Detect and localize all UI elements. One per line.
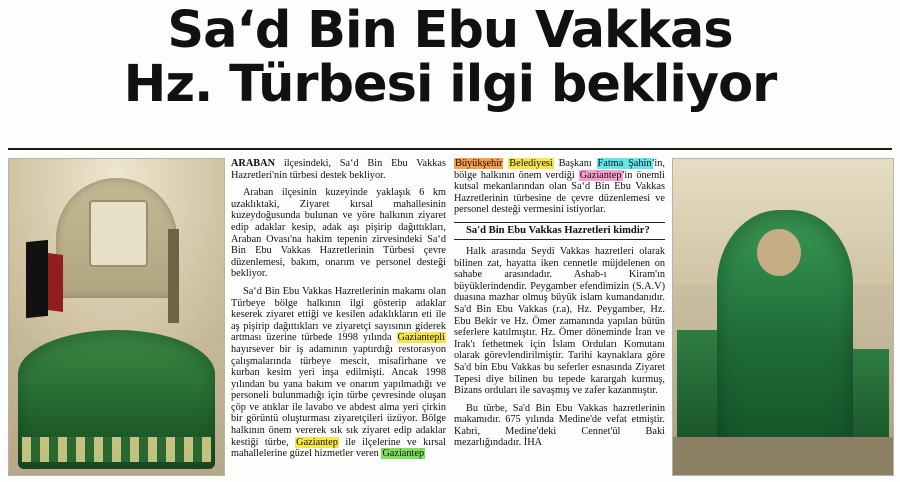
page-title [0,1,900,114]
highlight-gaziantep-3: Gaziantep [579,169,622,181]
article-paragraph [231,286,446,460]
visitor-green-scarf-photo [672,158,894,476]
photo-black-flag [26,240,48,318]
photo-visitor-face [757,229,801,276]
photo-floor-region [673,437,893,475]
highlight-gaziantep-2: Gaziantep [382,448,425,460]
article-paragraph [454,158,665,216]
article-text: hayırsever bir iş adamının yaptırdığı restorasyon çalışmalarında türbeye mescit, misafirhane ve kurban kesim yeri inşa edilmişti. Ancak 1998 yılından bu yana bakım ve onarım yapılmadığı ve personeli bulunmadığı için türbe çevresinde oluşan çöp ve atıklar ile lavabo ve abdest alma yeri çirkin bir görüntü oluşturması ziyaretçileri üzüyor. Bölge halkının önem vererek sık sık ziyaret edip adaklar kestiği türbe, [231,343,446,448]
headline-line-1: Sa‘d Bin Ebu Vakkas [167,1,733,60]
article-text: ile ilçelerine ve kırsal mahallelerine güzel hizmetler veren [231,436,446,460]
article-text: ilçesindeki, Sa‘d Bin Ebu Vakkas Hazretleri'nin türbesi destek bekliyor. [231,158,446,181]
tomb-interior-photo [8,158,225,476]
article-text: Başkanı [553,158,597,169]
headline-line-2: Hz. Türbesi ilgi bekliyor [123,54,777,114]
photo-cloth-stripe [22,437,211,462]
article-text: Sa‘d Bin Ebu Vakkas Hazretlerinin makamı olan Türbeye bölge halkının ilgi gösterip adaklar keserek ziyaret ettiği ve kesilen adaklıkların eti ile aş pişirip dağıttıkları ve ziyaretçi sayısının giderek artması üzerine türbede 1998 yılında [231,285,446,344]
highlight-buyuksehir: Büyükşehir [455,158,503,169]
header-divider [8,148,892,150]
article-column-1 [231,158,446,466]
article-text: 'in önemli kutsal mekanlarından olan Sa‘d Bin Ebu Vakkas Hazretlerinin türbesine de çevre düzenlemesi ve personel desteği vermesini istiyorlar. [454,169,665,216]
article-lead-in: ARABAN [231,158,276,169]
article-paragraph: Bu türbe, Sa'd Bin Ebu Vakkas hazretlerinin makamıdır. 675 yılında Medine'de vefat etmiştir. Kabri, Medine'deki Cennet'ül Baki mezarlığındadır. İHA [454,402,665,449]
photo-window-region [89,200,149,267]
highlight-fatma-sahin: Fatma Şahin [597,158,652,169]
article-column-2 [454,158,665,455]
article-paragraph [231,158,446,181]
highlight-belediyesi: Belediyesi [509,158,553,169]
article-paragraph: Halk arasında Seydi Vakkas hazretleri olarak bilinen zat, hayatta iken cennetle müjdelenen on sahabe arasındadır. Ashab-ı Kiram'ın büyüklerindendir. Peygamber efendimizin (S.A.V) duasına mazhar olmuş büyük islam kumandanıdır. Sa'd Bin Ebu Vakkas (r.a), Hz. Peygamber, Hz. Ebu Bekir ve Hz. Ömer zamanında yapılan bütün seferlere katılmıştır. Hz. Ömer döneminde İran ve Irak'ı fethetmek için İslam Orduları Komutanı olarak görevlendirilmiştir. Tarihi kaynaklara göre Sa'd bin Ebu Vakkas bu seferler esnasında Ziyaret Tepesi diye bilinen bu tepede karargah kurmuş, Bizans orduları ile savaşmış ve zafer kazanmıştır. [454,245,665,397]
photo-red-flag [48,253,63,312]
highlight-gaziantep: Gaziantep [296,436,338,448]
article-paragraph: Araban ilçesinin kuzeyinde yaklaşık 6 km uzaklıktaki, Ziyaret kırsal mahallesinin kuzeydoğusunda bulunan ve yöre halkının ziyaret edip adaklar kesip, adak aşı pişirip dağıttıkları, Araban Ovası'na hakim tepenin zirvesindeki Sa‘d Bin Ebu Vakkas Hazretlerinin Türbesi çevre düzenlemesi, bakım, onarım ve personel desteği bekliyor. [231,187,446,280]
highlight-gaziantepli: Gaziantepli [397,332,445,344]
article-subheading: Sa'd Bin Ebu Vakkas Hazretleri kimdir? [454,222,665,240]
article-text: 'in, bölge halkının önem verdiği [454,158,665,181]
photo-post [168,229,179,324]
